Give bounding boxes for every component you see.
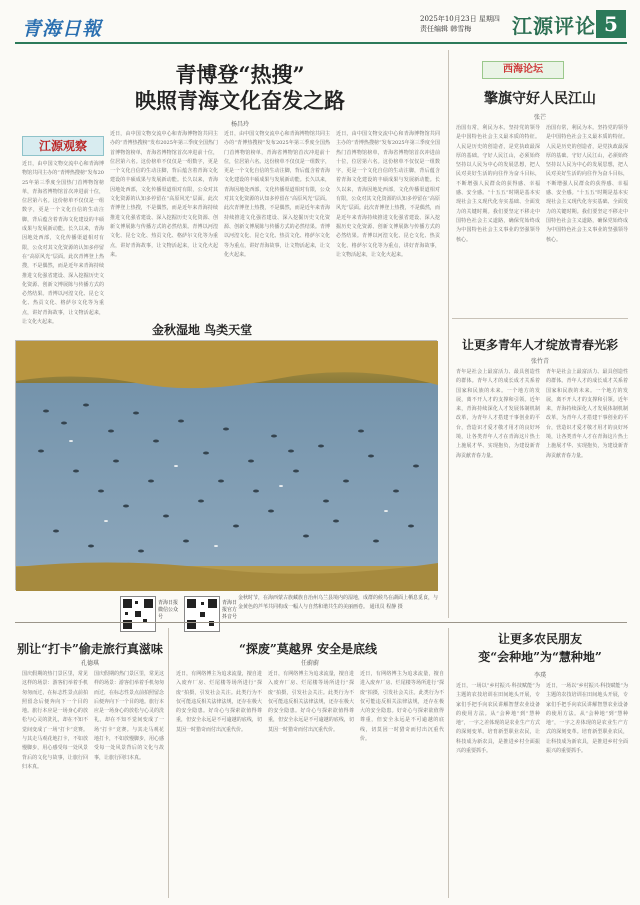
youth-title: 让更多青年人才绽放青春光彩: [461, 338, 618, 352]
qr-code-wechat: [120, 596, 156, 632]
main-article-title-2: 映照青海文化奋发之路: [135, 88, 345, 113]
main-article-col-4: 近日，由中国文物交流中心和青海博物馆共同主办的“青博热搜榜”发布2025年第三季度全国热门首博物馆榜单，青海省博物馆首次冲进前十位，位居第六名。这份榜单不仅仅是一组数字，更是一个文化自信的生动注脚，背后蕴含着青海文化建设的丰硕成果与发展新动能。长久以来，青海因地处西部，文化传播渠道相对有限，公众对其文化资源的认知多停留在“高原风光”层面。此次青博登上热搜，不是偶然，而是近年来青海持续推进文化强省建设、深入挖掘历史文化资源、创新文博展陈与传播方式的必然结果。青博以河湟文化、昆仑文化、热贡文化、格萨尔文化等为重点，讲好青海故事，让文物活起来，让文化火起来。: [336, 131, 440, 258]
farming-article-col-1: 近日，一场以“乡村振兴·科技赋能”为主题的农技培训在田间地头开展，专家们手把手向农民讲解智慧农业设备的使用方法。从“会种地”到“慧种地”，一字之差体现的是农业生产方式的深刻变革。培育新型职业农民，让科技成为新农具，是推进乡村全面振兴的重要抓手。: [456, 683, 540, 755]
youth-top-rule: [452, 318, 628, 319]
youth-col-2: 青年是社会上最富活力、最具创造性的群体。青年人才的成长成才关系着国家和民族的未来。一个地方的发展，离不开人才的支撑和引领。近年来，青海持续深化人才发展体制机制改革，为青年人才搭建干事创业的平台，营造识才爱才敬才用才的良好环境，让各类青年人才在青海这片热土上施展才华、实现抱负，为建设新青海贡献青春力量。: [546, 369, 628, 459]
qr-code-douyin: [184, 596, 220, 632]
masthead-info: [420, 14, 500, 34]
travel-article-col-2: 国庆假期的热门景区里，常见这样的场景：游客们举着手机匆匆而过，在标志性景点前拍照留念后便奔向下一个目的地。旅行本应是一场身心的放松与心灵的洗礼，却在不知不觉间变成了一场“打卡”竞赛。与其走马观花地打卡，不如放慢脚步，用心感受每一处风景背后的文化与故事，让旅行回归本真。: [94, 671, 165, 761]
main-article-col-1: 近日，由中国文物交流中心和青海博物馆共同主办的“青博热搜榜”发布2025年第三季度全国热门首博物馆榜单，青海省博物馆首次冲进前十位，位居第六名。这份榜单不仅仅是一组数字，更是一个文化自信的生动注脚，背后蕴含着青海文化建设的丰硕成果与发展新动能。长久以来，青海因地处西部，文化传播渠道相对有限，公众对其文化资源的认知多停留在“高原风光”层面。此次青博登上热搜，不是偶然，而是近年来青海持续推进文化强省建设、深入挖掘历史文化资源、创新文博展陈与传播方式的必然结果。青博以河湟文化、昆仑文化、热贡文化、格萨尔文化等为重点，讲好青海故事，让文物活起来，让文化火起来。: [22, 161, 104, 326]
youth-author: 张竹青: [530, 358, 549, 365]
farming-article-title-2: 变“会种地”为“慧种地”: [478, 650, 602, 664]
explore-article-col-2: 近日，有网络博主为追求流量，擅自进入废弃厂房、烂尾楼等场所进行“探废”拍摄，引发社会关注。此类行为不仅可能违反相关法律法规，还存在极大的安全隐患。好奇心与探索欲值得尊重，但安全永远是不可逾越的底线，切莫因一时猎奇而付出沉重代价。: [268, 671, 354, 733]
main-article-title-1: 青博登“热搜”: [175, 62, 305, 87]
xihai-col-1: 治国有常，利民为本。坚持党的领导是中国特色社会主义最本质的特征。人民是历史的创造者，是党执政最深厚的基础。守好人民江山，必须始终坚持以人民为中心的发展思想，把人民对美好生活的向往作为奋斗目标，不断增强人民群众的获得感、幸福感、安全感。“十五五”时期是基本实现社会主义现代化夯实基础、全面发力的关键时期。我们要坚定不移走中国特色社会主义道路，确保党始终成为中国特色社会主义事业的坚强领导核心。: [456, 125, 540, 243]
lower-divider-2: [448, 628, 449, 898]
travel-article-col-1: 国庆假期的热门景区里，常见这样的场景：游客们举着手机匆匆而过，在标志性景点前拍照留念后便奔向下一个目的地。旅行本应是一场身心的放松与心灵的洗礼，却在不知不觉间变成了一场“打卡”竞赛。与其走马观花地打卡，不如放慢脚步，用心感受每一处风景背后的文化与故事，让旅行回归本真。: [22, 671, 88, 770]
wetland-birds-image: [16, 341, 438, 591]
column-tag-jiangyuan: 江源观察: [22, 136, 104, 156]
photo-credit: 通讯员 程静 摄: [369, 604, 403, 611]
main-article-col-3: 近日，由中国文物交流中心和青海博物馆共同主办的“青博热搜榜”发布2025年第三季度全国热门首博物馆榜单，青海省博物馆首次冲进前十位，位居第六名。这份榜单不仅仅是一组数字，更是一个文化自信的生动注脚，背后蕴含着青海文化建设的丰硕成果与发展新动能。长久以来，青海因地处西部，文化传播渠道相对有限，公众对其文化资源的认知多停留在“高原风光”层面。此次青博登上热搜，不是偶然，而是近年来青海持续推进文化强省建设、深入挖掘历史文化资源、创新文博展陈与传播方式的必然结果。青博以河湟文化、昆仑文化、热贡文化、格萨尔文化等为重点，讲好青海故事，让文物活起来，让文化火起来。: [224, 131, 330, 258]
travel-article-title: 别让“打卡”偷走旅行真滋味: [17, 642, 163, 656]
xihai-col-2: 治国有常，利民为本。坚持党的领导是中国特色社会主义最本质的特征。人民是历史的创造者，是党执政最深厚的基础。守好人民江山，必须始终坚持以人民为中心的发展思想，把人民对美好生活的向往作为奋斗目标，不断增强人民群众的获得感、幸福感、安全感。“十五五”时期是基本实现社会主义现代化夯实基础、全面发力的关键时期。我们要坚定不移走中国特色社会主义道路，确保党始终成为中国特色社会主义事业的坚强领导核心。: [546, 125, 628, 243]
farming-article-col-2: 近日，一场以“乡村振兴·科技赋能”为主题的农技培训在田间地头开展，专家们手把手向农民讲解智慧农业设备的使用方法。从“会种地”到“慧种地”，一字之差体现的是农业生产方式的深刻变革。培育新型职业农民，让科技成为新农具，是推进乡村全面振兴的重要抓手。: [546, 683, 628, 755]
section-title: 江源评论: [512, 14, 596, 38]
column-divider: [448, 50, 449, 618]
newspaper-logo: 青海日報: [22, 18, 103, 40]
explore-article-title: “探废”莫越界 安全是底线: [239, 642, 377, 656]
explore-article-col-1: 近日，有网络博主为追求流量，擅自进入废弃厂房、烂尾楼等场所进行“探废”拍摄，引发社会关注。此类行为不仅可能违反相关法律法规，还存在极大的安全隐患。好奇心与探索欲值得尊重，但安全永远是不可逾越的底线，切莫因一时猎奇而付出沉重代价。: [176, 671, 262, 733]
main-article-col-2: 近日，由中国文物交流中心和青海博物馆共同主办的“青博热搜榜”发布2025年第三季度全国热门首博物馆榜单，青海省博物馆首次冲进前十位，位居第六名。这份榜单不仅仅是一组数字，更是一个文化自信的生动注脚，背后蕴含着青海文化建设的丰硕成果与发展新动能。长久以来，青海因地处西部，文化传播渠道相对有限，公众对其文化资源的认知多停留在“高原风光”层面。此次青博登上热搜，不是偶然，而是近年来青海持续推进文化强省建设、深入挖掘历史文化资源、创新文博展陈与传播方式的必然结果。青博以河湟文化、昆仑文化、热贡文化、格萨尔文化等为重点，讲好青海故事，让文物活起来，让文化火起来。: [110, 131, 218, 258]
youth-col-1: 青年是社会上最富活力、最具创造性的群体。青年人才的成长成才关系着国家和民族的未来。一个地方的发展，离不开人才的支撑和引领。近年来，青海持续深化人才发展体制机制改革，为青年人才搭建干事创业的平台，营造识才爱才敬才用才的良好环境，让各类青年人才在青海这片热土上施展才华、实现抱负，为建设新青海贡献青春力量。: [456, 369, 540, 459]
photo-caption: 金秋时节，在海西蒙古族藏族自治州乌兰县境内的湿地，成群的候鸟在湖面上栖息觅食，与金黄色的芦苇共同构成一幅人与自然和谐共生的美丽画卷。 通讯员 程静 摄: [238, 595, 439, 611]
main-article-author: 杨昌玲: [230, 121, 249, 128]
travel-article-author: 孔德琪: [80, 660, 99, 667]
farming-article-title-1: 让更多农民朋友: [497, 632, 582, 646]
explore-article-author: 任蔚蔚: [300, 660, 319, 667]
lower-section-rule: [15, 622, 627, 623]
wetland-photo: [15, 340, 437, 590]
responsible-editor: 责任编辑 韩雪梅: [420, 25, 472, 33]
qr-label-wechat: 青海日报微信公众号: [158, 600, 179, 620]
explore-article-col-3: 近日，有网络博主为追求流量，擅自进入废弃厂房、烂尾楼等场所进行“探废”拍摄，引发社会关注。此类行为不仅可能违反相关法律法规，还存在极大的安全隐患。好奇心与探索欲值得尊重，但安全永远是不可逾越的底线，切莫因一时猎奇而付出沉重代价。: [360, 671, 444, 743]
page-number: 5: [596, 10, 626, 38]
qr-label-douyin: 青海日报官方抖音号: [222, 600, 238, 620]
photo-title: 金秋湿地 鸟类天堂: [152, 323, 253, 337]
xihai-title: 擎旗守好人民江山: [484, 91, 596, 107]
column-tag-xihai: 西海论坛: [482, 61, 564, 79]
farming-article-author: 李璞: [533, 672, 546, 679]
issue-date: 2025年10月23日 星期四: [420, 15, 500, 23]
masthead-rule: [15, 42, 627, 44]
lower-divider-1: [168, 628, 169, 898]
xihai-author: 张芒: [533, 114, 546, 121]
